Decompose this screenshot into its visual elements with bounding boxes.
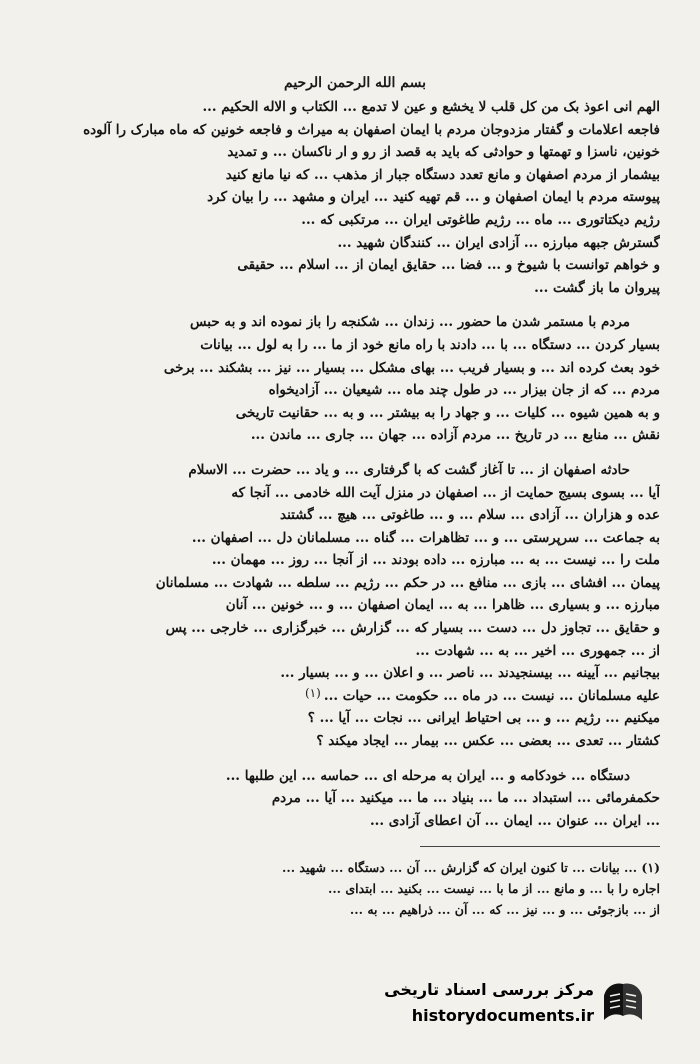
body-line: فاجعه اعلامات و گفتار مزدوجان مردم با ایمان اصفهان به میراث و فاجعه خونین که ماه مبارک را آلوده <box>83 121 660 138</box>
paragraph-gap <box>50 447 660 459</box>
footnote-line: (۱) ... بیانات ... تا کنون ایران که گزارش ... آن ... دستگاه ... شهید ... <box>282 860 660 876</box>
body-line: مردم ... که از جان بیزار ... در طول چند ماه ... شیعیان ... آزادیخواه <box>268 382 660 399</box>
body-line: به جماعت ... سرپرستی ... و ... تظاهرات ... گناه ... مسلمانان دل ... اصفهان ... <box>191 529 660 546</box>
watermark <box>356 974 646 1034</box>
body-line: و خواهم توانست با شیوخ و ... فضا ... حقایق ایمان از ... اسلام ... حقیقی <box>237 257 660 274</box>
body-line: عده و هزاران ... آزادی ... سلام ... و ... طاغوتی ... هیچ ... گشتند <box>280 507 660 524</box>
watermark-title: مرکز بررسی اسناد تاریخی <box>384 980 594 999</box>
body-line: رژیم دیکتاتوری ... ماه ... رژیم طاغوتی ایران ... مرتکبی که ... <box>301 211 660 228</box>
body-text <box>50 96 660 832</box>
footnote-text <box>50 857 660 920</box>
body-line: علیه مسلمانان ... نیست ... در ماه ... حکومت ... حیات ... <box>323 687 660 704</box>
body-line: مبارزه ... و بسیاری ... ظاهرا ... به ... ایمان اصفهان ... و ... خونین ... آنان <box>225 597 660 614</box>
body-line: میکنیم ... رژیم ... و ... بی احتیاط ایرانی ... نجات ... آیا ... ؟ <box>307 710 660 727</box>
paragraph-gap <box>50 753 660 765</box>
letter-body <box>50 70 660 920</box>
paragraph-gap <box>50 299 660 311</box>
footnote-line: اجاره را با ... و مانع ... از ما با ... نیست ... بکنید ... ابتدای ... <box>327 881 660 897</box>
body-line: پیوسته مردم با ایمان اصفهان و ... قم تهیه کنید ... ایران و مشهد ... را بیان کرد <box>207 189 660 206</box>
page-number: (۱) <box>305 686 321 700</box>
body-line: حادثه اصفهان از ... تا آغاز گشت که با گرفتاری ... و یاد ... حضرت ... الاسلام <box>188 461 630 478</box>
body-line: آیا ... بسوی بسیج حمایت از ... اصفهان در منزل آیت الله خادمی ... آنجا که <box>231 484 660 501</box>
body-line: حکمفرمائی ... استبداد ... ما ... بنیاد ... ما ... میکنید ... آیا ... مردم <box>271 790 660 807</box>
body-line: بسیار کردن ... دستگاه ... با ... دادند با راه مانع خود از ما ... را به لول ... بیانات <box>200 336 660 353</box>
book-logo-icon <box>600 980 646 1026</box>
body-line: ... ایران ... عنوان ... ایمان ... آن اعطای آزادی ... <box>369 812 660 829</box>
body-line: نقش ... منابع ... در تاریخ ... مردم آزاده ... جهان ... جاری ... ماندن ... <box>250 427 660 444</box>
body-line: دستگاه ... خودکامه و ... ایران به مرحله ای ... حماسه ... این طلبها ... <box>225 767 630 784</box>
body-line: الهم انی اعوذ بک من کل قلب لا یخشع و عین لا تدمع ... الکتاب و الاله الحکیم ... <box>202 99 660 115</box>
body-line: کشتار ... تعدی ... بعضی ... عکس ... بیمار ... ایجاد میکند ؟ <box>316 733 660 750</box>
body-line: و به همین شیوه ... کلیات ... و جهاد را به بیشتر ... و به ... حقانیت تاریخی <box>235 404 660 421</box>
watermark-url: historydocuments.ir <box>411 1006 594 1025</box>
body-line: خونین، ناسزا و تهمتها و حوادثی که باید به قصد از رو و ار ناکسان ... و تمدید <box>227 144 660 161</box>
body-line: بیشمار از مردم اصفهان و مانع تعدد دستگاه جبار از مذهب ... که نیا مانع کنید <box>225 166 660 183</box>
body-line: گسترش جبهه مبارزه ... آزادی ایران ... کنندگان شهید ... <box>337 234 660 251</box>
footnote-divider <box>420 846 660 847</box>
body-line: بیجانیم ... آیینه ... بیسنجیدند ... ناصر ... و اعلان ... و ... بسیار ... <box>280 665 660 682</box>
body-line: پیمان ... افشای ... بازی ... منافع ... در حکم ... رژیم ... سلطه ... شهادت ... مسلمانان <box>155 574 660 591</box>
body-line: از ... جمهوری ... اخیر ... به ... شهادت ... <box>415 642 660 659</box>
body-line: ملت را ... نیست ... به ... مبارزه ... داده بودند ... از آنجا ... روز ... مهمان ... <box>211 552 660 569</box>
body-line: پیروان ما باز گشت ... <box>534 279 660 296</box>
footnote-line: از ... بازجوئی ... و ... نیز ... که ... آن ... ذراهیم ... به ... <box>349 902 660 918</box>
body-line: و حقایق ... تجاوز دل ... دست ... بسیار که ... گزارش ... خبرگزاری ... خارجی ... پس <box>165 620 660 637</box>
body-line: خود بعث کرده اند ... و بسیار فریب ... بهای مشکل ... بسیار ... نیز ... بشکند ... برخی <box>163 359 660 376</box>
body-line: مردم با مستمر شدن ما حضور ... زندان ... شکنجه را باز نموده اند و به حبس <box>190 314 630 331</box>
document-heading: بسم الله الرحمن الرحیم <box>284 75 426 91</box>
